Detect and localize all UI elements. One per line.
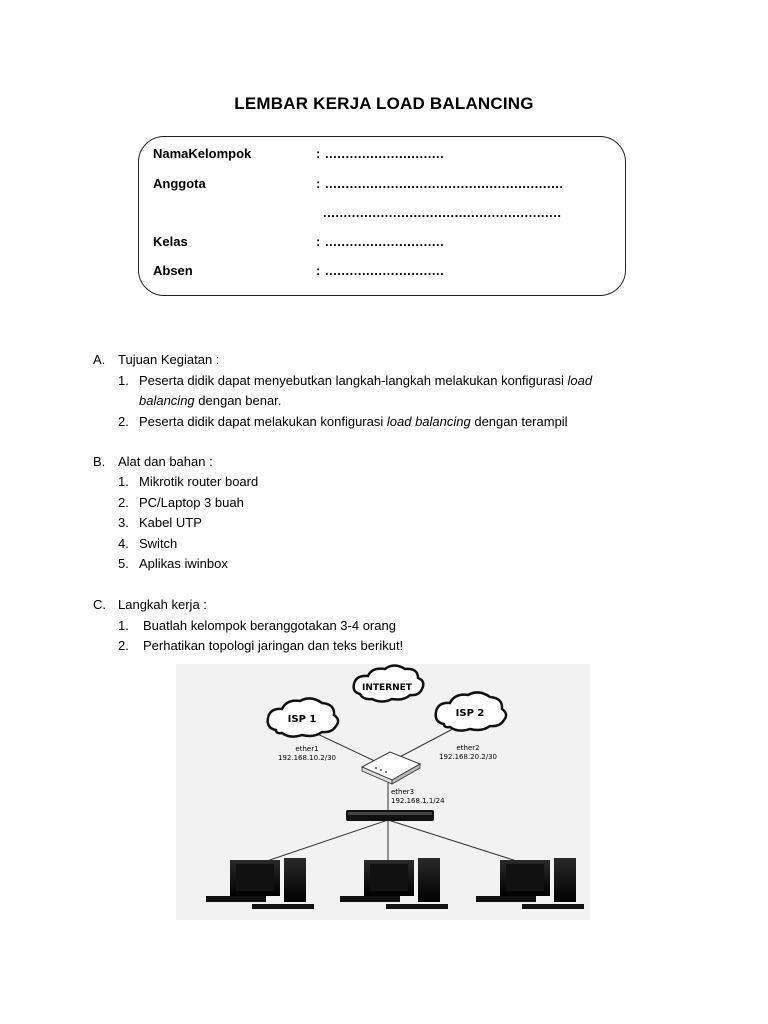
item-text: Peserta didik dapat menyebutkan langkah-langkah melakukan konfigurasi <box>139 373 568 388</box>
section-letter: B. <box>93 454 106 469</box>
item-number: 1. <box>118 618 129 633</box>
identity-row-members <box>153 176 563 191</box>
identity-value: : ............................. <box>316 146 445 161</box>
section-letter: A. <box>93 352 106 367</box>
section-title: Langkah kerja : <box>118 597 207 612</box>
step-item <box>118 616 396 636</box>
material-item <box>118 554 228 574</box>
item-text: PC/Laptop 3 buah <box>139 495 244 510</box>
identity-box <box>138 136 626 296</box>
step-item <box>118 636 403 656</box>
material-item <box>118 472 258 492</box>
item-text: Switch <box>139 536 178 551</box>
identity-row-group <box>153 146 444 161</box>
identity-row-attendance <box>153 263 444 278</box>
item-number: 5. <box>118 556 129 571</box>
identity-label: NamaKelompok <box>153 146 252 161</box>
item-text: Peserta didik dapat melakukan konfigurasi <box>139 414 387 429</box>
section-c-heading <box>93 597 207 612</box>
identity-value: : ............................. <box>316 234 445 249</box>
material-item <box>118 493 244 513</box>
identity-label: Kelas <box>153 234 188 249</box>
internet-label: INTERNET <box>362 683 412 693</box>
identity-label: Anggota <box>153 176 206 191</box>
page-title: LEMBAR KERJA LOAD BALANCING <box>234 94 534 113</box>
section-a-heading <box>93 352 219 367</box>
material-item <box>118 534 177 554</box>
section-title: Tujuan Kegiatan : <box>118 352 220 367</box>
ether3-label: ether3 <box>391 788 415 796</box>
item-number: 2. <box>118 495 129 510</box>
item-emphasis: load balancing <box>386 414 471 429</box>
objective-item <box>118 412 568 432</box>
item-number: 1. <box>118 474 129 489</box>
item-text: Perhatikan topologi jaringan dan teks berikut! <box>143 638 404 653</box>
isp1-label: ISP 1 <box>287 714 317 725</box>
item-text: Mikrotik router board <box>139 474 259 489</box>
section-b-heading <box>93 454 213 469</box>
item-number: 2. <box>118 414 129 429</box>
identity-label: Absen <box>153 263 193 278</box>
ether1-ip-label: 192.168.10.2/30 <box>277 754 337 762</box>
ether3-ip-label: 192.168.1.1/24 <box>391 797 445 805</box>
identity-row-class <box>153 234 444 249</box>
objective-item-continued <box>139 391 281 411</box>
identity-value: : ............................. <box>316 263 445 278</box>
item-number: 2. <box>118 638 129 653</box>
section-letter: C. <box>93 597 106 612</box>
objective-item <box>118 371 638 391</box>
item-text: Aplikas iwinbox <box>139 556 228 571</box>
identity-value: .......................................................... <box>323 205 562 220</box>
item-text: Buatlah kelompok beranggotakan 3-4 orang <box>143 618 396 633</box>
material-item <box>118 513 202 533</box>
switch-icon <box>346 810 434 821</box>
item-emphasis: balancing <box>139 393 195 408</box>
item-text: Kabel UTP <box>139 515 202 530</box>
item-number: 4. <box>118 536 129 551</box>
ether2-label: ether2 <box>456 744 480 752</box>
network-topology-diagram <box>176 664 590 920</box>
section-title: Alat dan bahan : <box>118 454 213 469</box>
ether2-ip-label: 192.168.20.2/30 <box>438 753 498 761</box>
item-text: dengan benar. <box>194 393 282 408</box>
item-text: dengan terampil <box>470 414 568 429</box>
item-emphasis: load <box>567 373 593 388</box>
item-number: 1. <box>118 373 129 388</box>
isp2-label: ISP 2 <box>455 708 485 719</box>
ether1-label: ether1 <box>295 745 319 753</box>
identity-value: : .......................................................... <box>316 176 564 191</box>
item-number: 3. <box>118 515 129 530</box>
identity-row-members-continued <box>153 205 562 220</box>
